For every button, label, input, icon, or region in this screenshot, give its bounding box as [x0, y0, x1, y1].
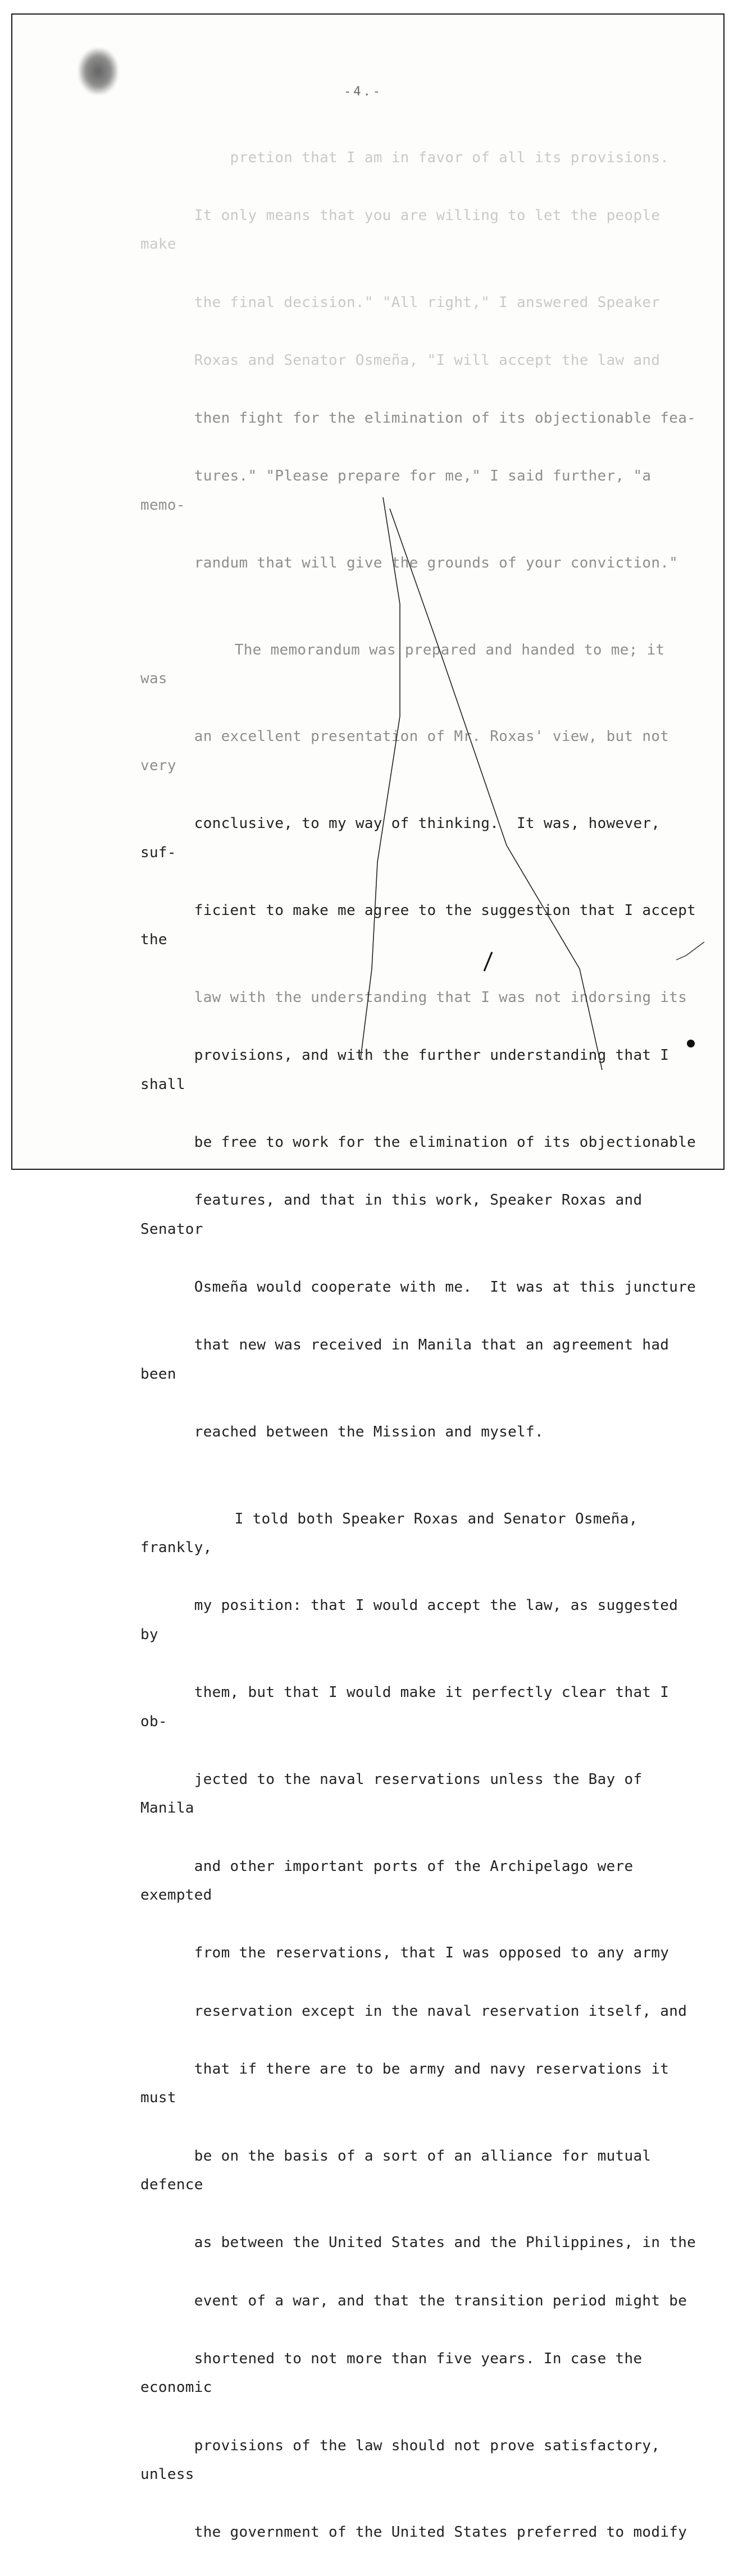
- text-line: Roxas and Senator Osmeña, "I will accept the law and: [194, 351, 660, 369]
- text-line: be on the basis of a sort of an alliance for mutual defence: [140, 2147, 660, 2194]
- text-line: reservation except in the naval reservation itself, and: [194, 2002, 687, 2020]
- page-number: -4.-: [344, 85, 382, 99]
- text-line: the government of the United States preferred to modify: [194, 2524, 687, 2541]
- ink-smudge: [79, 48, 118, 94]
- text-line: ficient to make me agree to the suggestion that I accept the: [140, 902, 705, 948]
- text-line: It only means that you are willing to let the people make: [140, 207, 669, 253]
- text-line: then fight for the elimination of its objectionable fea-: [194, 409, 696, 427]
- text-line: pretion that I am in favor of all its provisions.: [194, 149, 669, 166]
- text-line: Osmeña would cooperate with me. It was at this juncture: [194, 1278, 696, 1296]
- document-page: [11, 13, 725, 2541]
- text-line: conclusive, to my way of thinking. It was, however, suf-: [140, 815, 669, 861]
- body-text: [140, 115, 705, 2576]
- text-line: be free to work for the elimination of its objectionable: [194, 1133, 696, 1151]
- paragraph-2: [140, 607, 705, 1476]
- text-line: provisions of the law should not prove satisfactory, unless: [140, 2437, 669, 2483]
- text-line: law with the understanding that I was not indorsing its: [194, 989, 687, 1006]
- text-line: them, but that I would make it perfectly clear that I ob-: [140, 1684, 678, 1730]
- text-line: features, and that in this work, Speaker Roxas and Senator: [140, 1191, 652, 1238]
- text-line: The memorandum was prepared and handed to me; it was: [140, 641, 674, 688]
- text-line: that if there are to be army and navy reservations it must: [140, 2060, 678, 2107]
- paragraph-1: [140, 115, 696, 607]
- text-line: from the reservations, that I was opposed to any army: [194, 1944, 669, 1962]
- text-line: and other important ports of the Archipelago were exempted: [140, 1857, 643, 1904]
- text-line: tures." "Please prepare for me," I said further, "a memo-: [140, 468, 660, 514]
- text-line: randum that will give the grounds of your conviction.": [194, 554, 678, 571]
- ink-dot: [687, 1040, 695, 1047]
- text-line: event of a war, and that the transition period might be: [194, 2292, 687, 2309]
- text-line: my position: that I would accept the law, as suggested by: [140, 1597, 687, 1643]
- text-line: shortened to not more than five years. In case the economic: [140, 2350, 652, 2396]
- text-line: the final decision." "All right," I answered Speaker: [194, 294, 660, 311]
- text-line: reached between the Mission and myself.: [194, 1423, 544, 1440]
- text-line: as between the United States and the Philippines, in the: [194, 2234, 696, 2252]
- paragraph-3: [140, 1476, 696, 2576]
- text-line: provisions, and with the further understanding that I shall: [140, 1047, 678, 1093]
- text-line: an excellent presentation of Mr. Roxas' view, but not very: [140, 728, 678, 775]
- text-line: jected to the naval reservations unless the Bay of Manila: [140, 1770, 652, 1817]
- text-line: I told both Speaker Roxas and Senator Osmeña, frankly,: [140, 1510, 647, 1557]
- text-line: that new was received in Manila that an agreement had been: [140, 1336, 678, 1383]
